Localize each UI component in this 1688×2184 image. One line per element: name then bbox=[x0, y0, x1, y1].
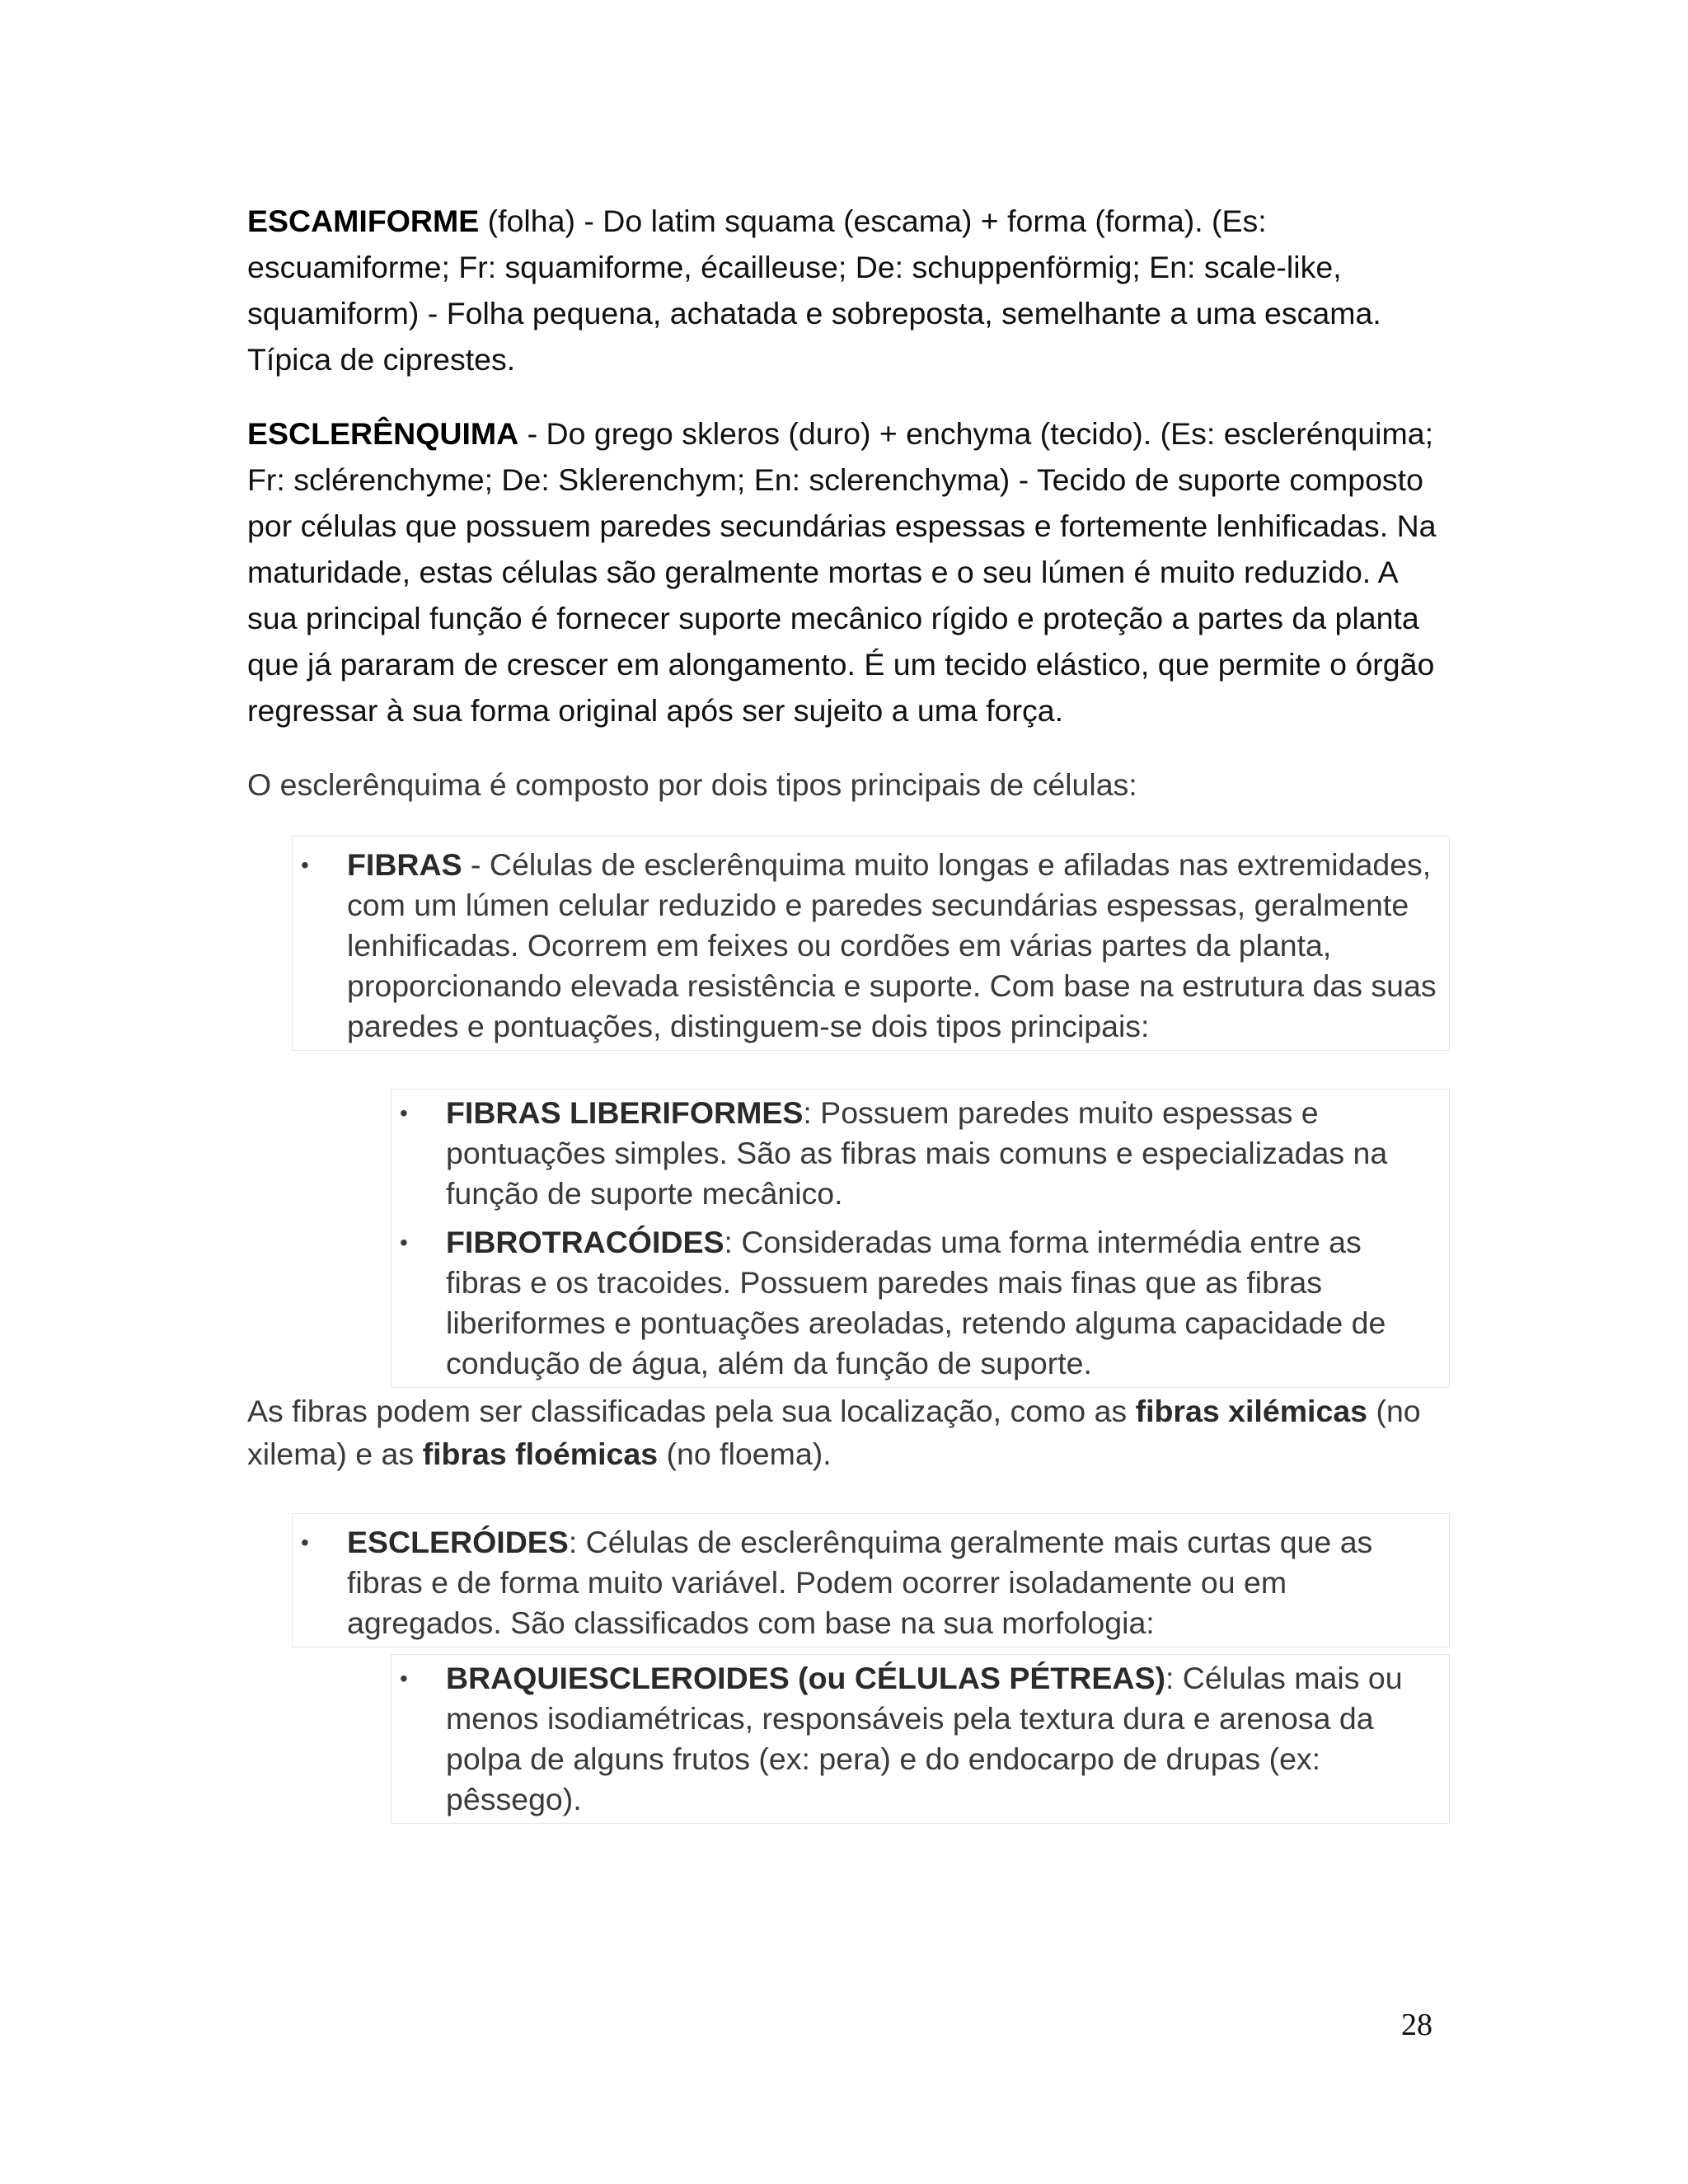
entry-term: ESCAMIFORME bbox=[247, 204, 480, 238]
item-text: : Possuem paredes muito espessas e pontuações simples. São as fibras mais comuns e especializadas na função de suporte mecânico. bbox=[446, 1095, 1388, 1211]
classification-term: fibras floémicas bbox=[422, 1436, 659, 1471]
entry-escamiforme bbox=[247, 198, 1451, 382]
entry-definition: - Do grego skleros (duro) + enchyma (tecido). (Es: esclerénquima; Fr: sclérenchyme; De: Sklerenchym; En: sclerenchyma) - Tecido de suporte composto por células que possuem paredes secundárias espessas e fortemente lenhificadas. Na maturidade, estas células são geralmente mortas e o seu lúmen é muito reduzido. A sua principal função é fornecer suporte mecânico rígido e proteção a partes da planta que já pararam de crescer em alongamento. É um tecido elástico, que permite o órgão regressar à sua forma original após ser sujeito a uma força. bbox=[247, 416, 1437, 728]
list-item-fibrotracoides bbox=[400, 1222, 1442, 1384]
entry-term: ESCLERÊNQUIMA bbox=[247, 416, 519, 451]
list-item-braquiescleroides bbox=[400, 1658, 1442, 1820]
entry-definition: (folha) - Do latim squama (escama) + forma (forma). (Es: escuamiforme; Fr: squamiforme, écailleuse; De: schuppenförmig; En: scale-like, squamiform) - Folha pequena, achatada e sobreposta, semelhante a uma escama. Típica de ciprestes. bbox=[247, 204, 1381, 377]
list-item-fibras-liberiformes bbox=[400, 1093, 1442, 1214]
bullet-icon: • bbox=[301, 852, 309, 878]
item-text: : Células de esclerênquima geralmente mais curtas que as fibras e de forma muito variável. Podem ocorrer isoladamente ou em agregados. São classificados com base na sua morfologia: bbox=[347, 1525, 1373, 1640]
bullet-icon: • bbox=[400, 1100, 408, 1126]
bullet-icon: • bbox=[400, 1666, 408, 1691]
item-term: ESCLERÓIDES bbox=[347, 1525, 569, 1559]
list-fibras bbox=[292, 836, 1450, 1051]
page-content bbox=[247, 198, 1451, 1824]
list-escleroides bbox=[292, 1513, 1450, 1647]
classification-term: fibras xilémicas bbox=[1135, 1394, 1368, 1428]
intro-paragraph: O esclerênquima é composto por dois tipos principais de células: bbox=[247, 767, 1137, 802]
list-item-fibras bbox=[301, 845, 1442, 1047]
classification-paragraph bbox=[247, 1390, 1451, 1475]
classification-text: As fibras podem ser classificadas pela sua localização, como as bbox=[247, 1394, 1136, 1428]
list-item-escleroides bbox=[301, 1522, 1442, 1643]
entry-esclerenquima bbox=[247, 410, 1451, 733]
bullet-icon: • bbox=[301, 1530, 309, 1555]
item-term: FIBRAS bbox=[347, 847, 462, 882]
item-term: FIBRAS LIBERIFORMES bbox=[446, 1095, 804, 1130]
list-fibras-subtypes bbox=[391, 1089, 1450, 1388]
page-number: 28 bbox=[1401, 2008, 1432, 2042]
item-text: - Células de esclerênquima muito longas e afiladas nas extremidades, com um lúmen celular reduzido e paredes secundárias espessas, geralmente lenhificadas. Ocorrem em feixes ou cordões em várias partes da planta, proporcionando elevada resistência e suporte. Com base na estrutura das suas paredes e pontuações, distinguem-se dois tipos principais: bbox=[347, 847, 1437, 1043]
item-term: BRAQUIESCLEROIDES (ou CÉLULAS PÉTREAS) bbox=[446, 1661, 1165, 1695]
classification-text: (no floema). bbox=[658, 1436, 832, 1471]
bullet-icon: • bbox=[400, 1230, 408, 1255]
item-term: FIBROTRACÓIDES bbox=[446, 1225, 724, 1259]
list-escleroides-subtypes bbox=[391, 1654, 1450, 1824]
classification-text: (no xilema) e as bbox=[247, 1394, 1421, 1471]
item-text: : Células mais ou menos isodiamétricas, responsáveis pela textura dura e arenosa da polpa de alguns frutos (ex: pera) e do endocarpo de drupas (ex: pêssego). bbox=[446, 1661, 1403, 1816]
item-text: : Consideradas uma forma intermédia entre as fibras e os tracoides. Possuem paredes mais finas que as fibras liberiformes e pontuações areoladas, retendo alguma capacidade de condução de água, além da função de suporte. bbox=[446, 1225, 1386, 1380]
